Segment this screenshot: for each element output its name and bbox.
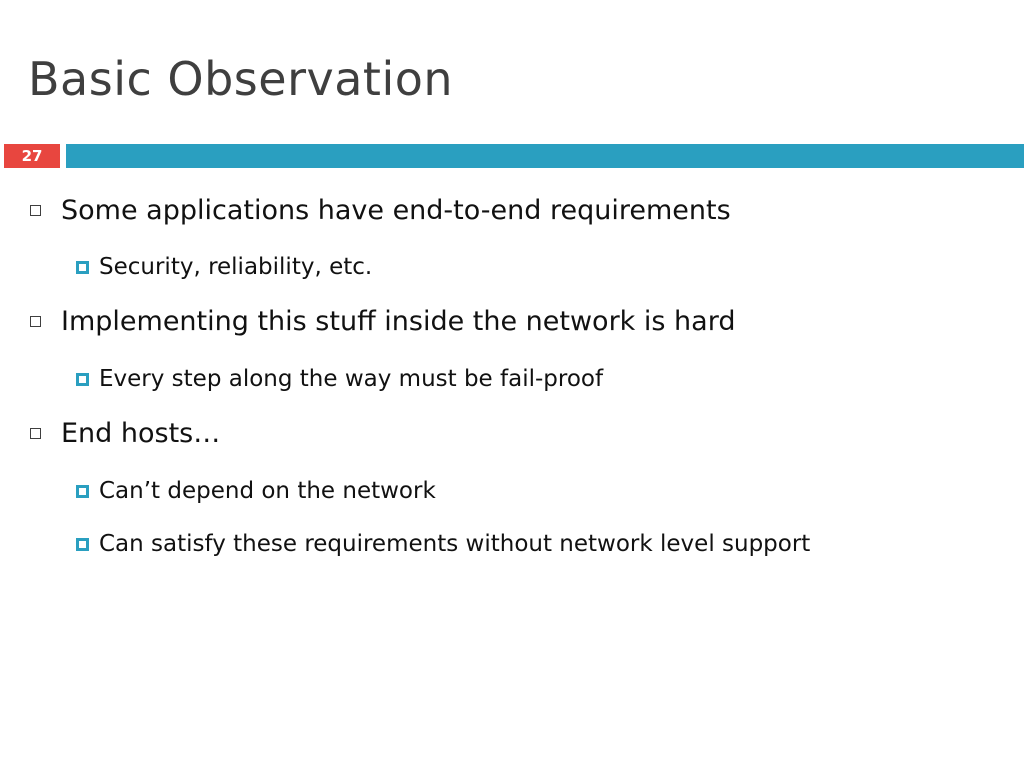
slide-title: Basic Observation bbox=[28, 52, 454, 106]
sub-bullet-item bbox=[76, 366, 603, 392]
bullet-item bbox=[30, 195, 731, 226]
bullet-text: Implementing this stuff inside the network is hard bbox=[61, 306, 736, 337]
hollow-square-bullet-icon bbox=[30, 316, 41, 327]
sub-bullet-text: Every step along the way must be fail-proof bbox=[99, 366, 604, 392]
bullet-text: End hosts… bbox=[61, 418, 221, 449]
bullet-item bbox=[30, 418, 220, 449]
sub-bullet-item bbox=[76, 254, 372, 280]
bullet-item bbox=[30, 306, 735, 337]
square-bullet-icon bbox=[76, 485, 89, 498]
square-bullet-icon bbox=[76, 261, 89, 274]
sub-bullet-text: Security, reliability, etc. bbox=[99, 254, 373, 280]
page-number: 27 bbox=[4, 144, 60, 168]
sub-bullet-text: Can’t depend on the network bbox=[99, 478, 436, 504]
square-bullet-icon bbox=[76, 373, 89, 386]
hollow-square-bullet-icon bbox=[30, 205, 41, 216]
square-bullet-icon bbox=[76, 538, 89, 551]
sub-bullet-item bbox=[76, 531, 810, 557]
header-accent-bar bbox=[66, 144, 1024, 168]
bullet-text: Some applications have end-to-end requirements bbox=[61, 195, 731, 226]
sub-bullet-text: Can satisfy these requirements without network level support bbox=[99, 531, 811, 557]
sub-bullet-item bbox=[76, 478, 436, 504]
hollow-square-bullet-icon bbox=[30, 428, 41, 439]
